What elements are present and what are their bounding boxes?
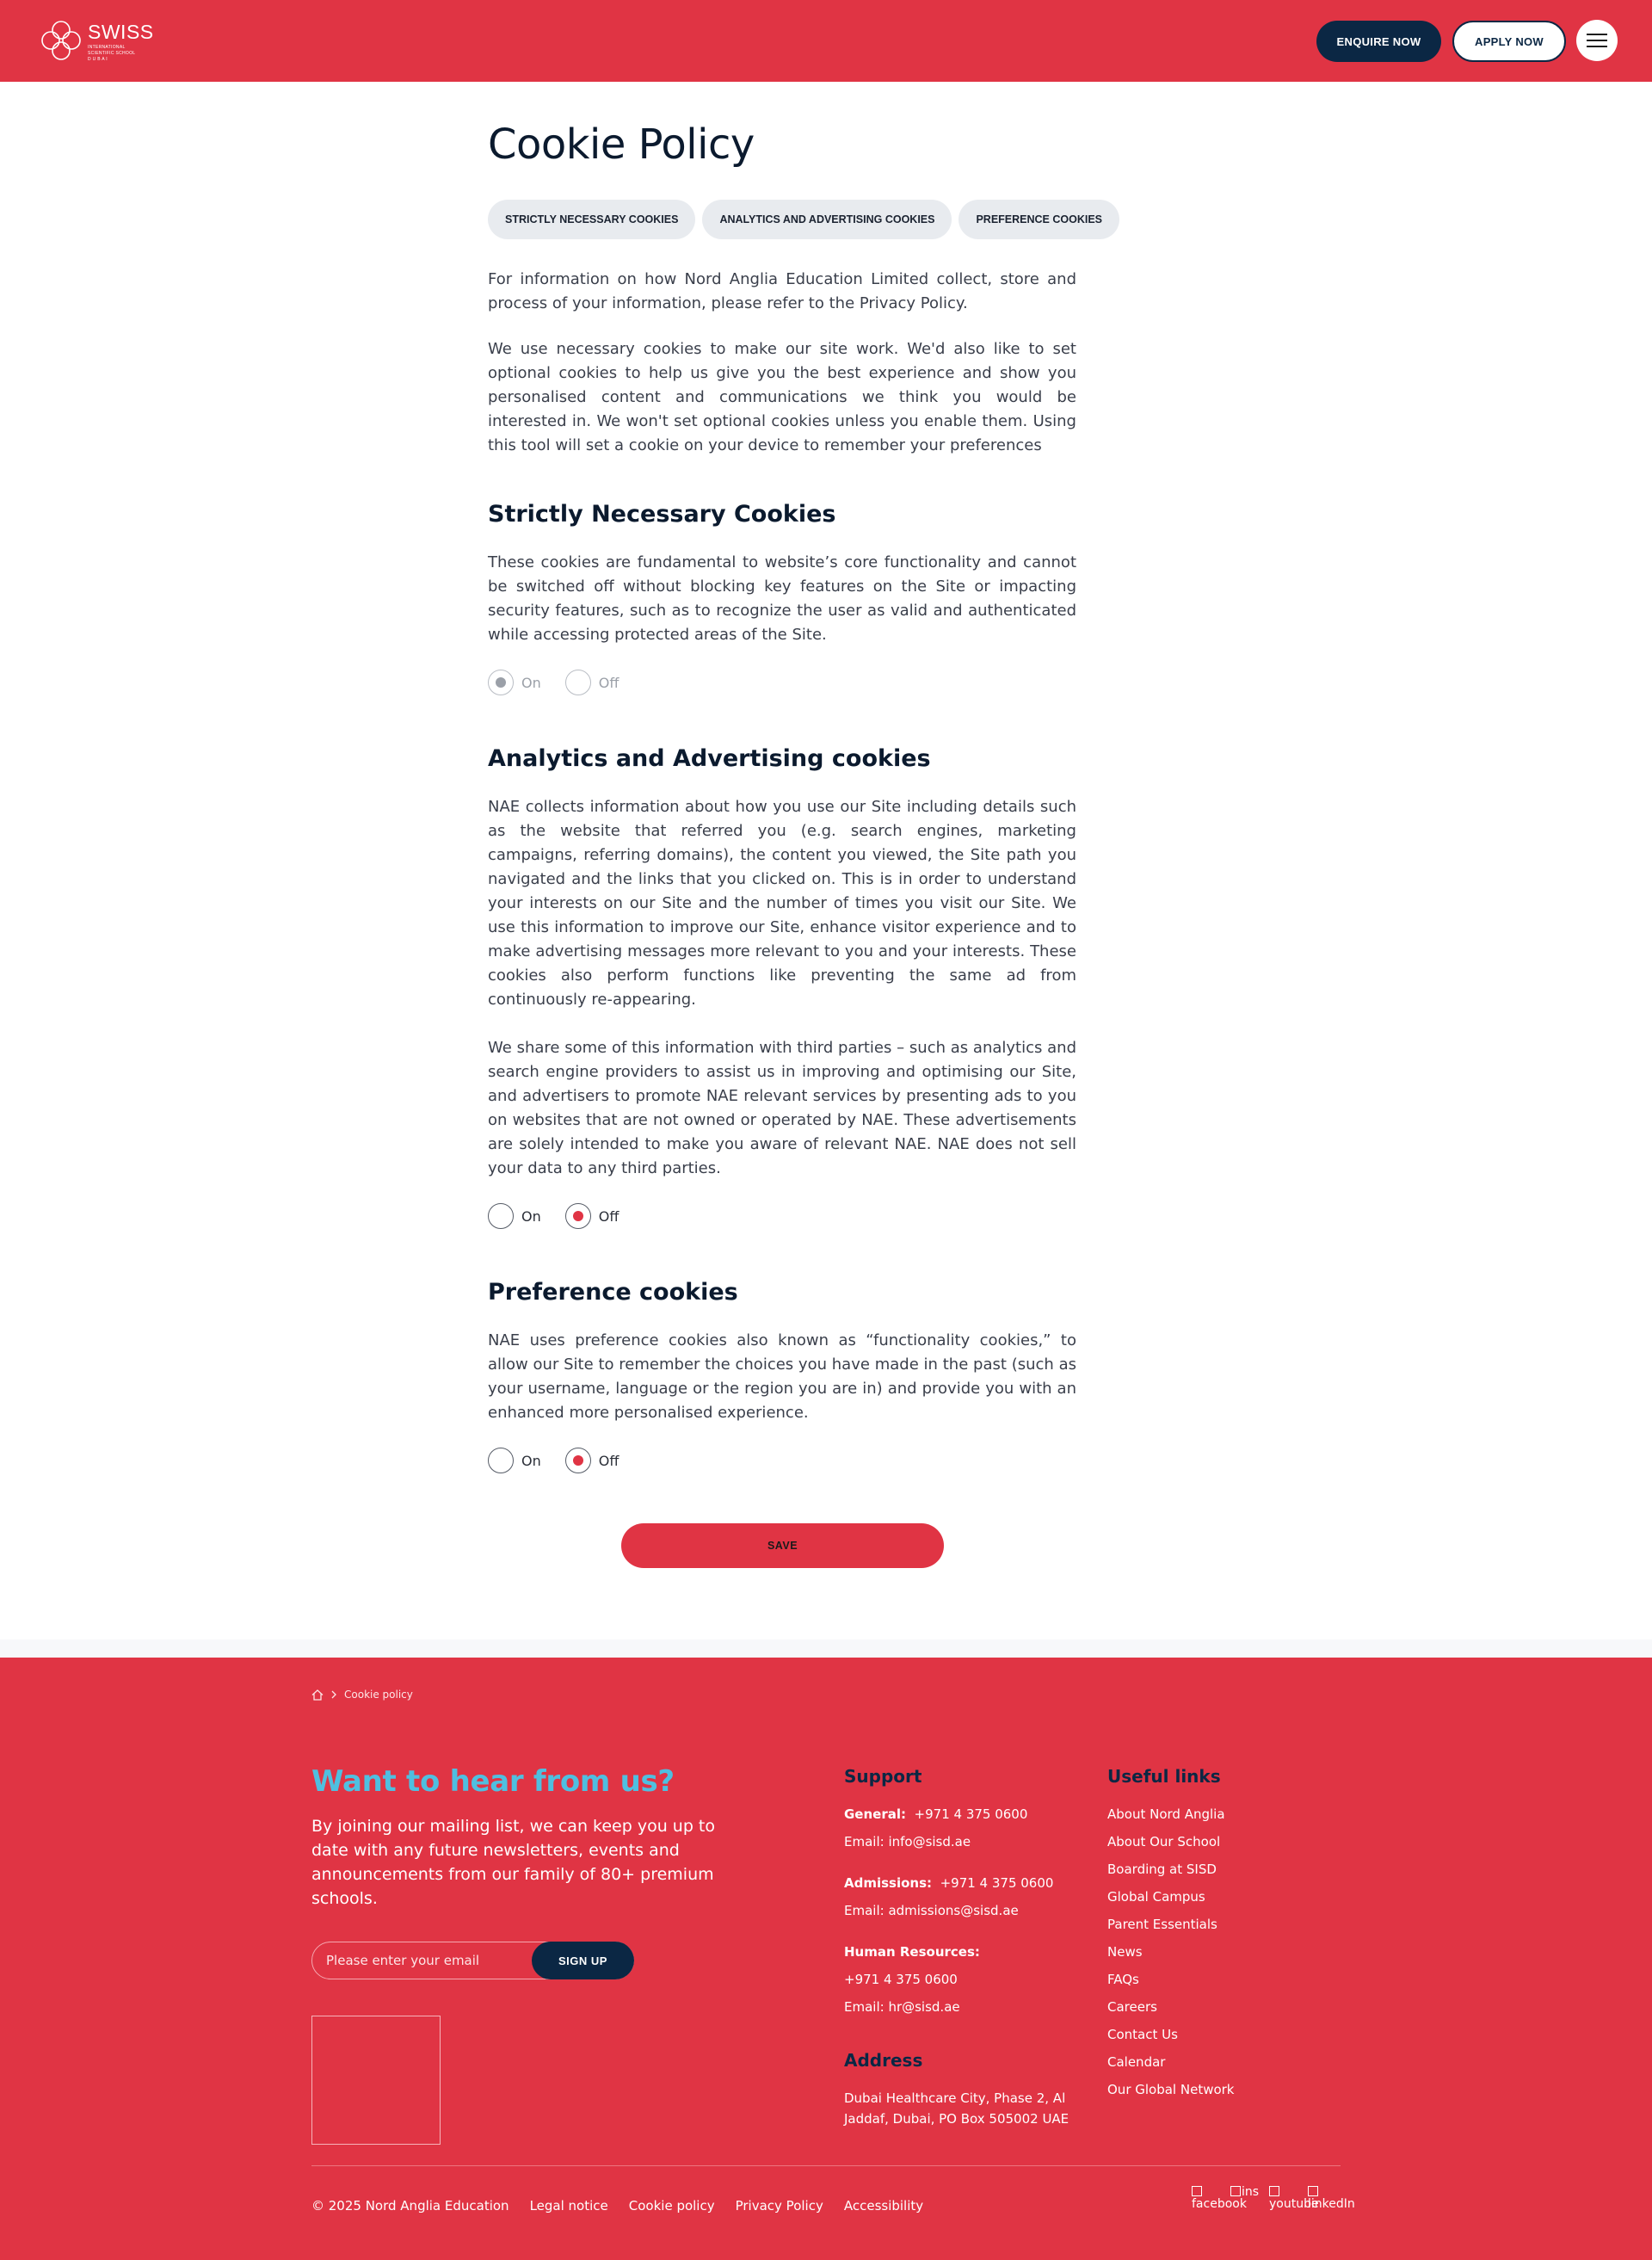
footer-divider [0,1639,1652,1658]
legal-links [311,2198,923,2214]
general-phone[interactable]: +971 4 375 0600 [914,1806,1028,1822]
sign-up-button[interactable]: SIGN UP [532,1942,634,1979]
general-label: General: [844,1806,906,1822]
footer-link-faqs[interactable]: FAQs [1107,1972,1139,1987]
logo-sub-line: INTERNATIONAL [88,45,126,50]
section-paragraph: NAE collects information about how you use our Site including details such as the website that referred you (e.g. search engines, marketing campaigns, referring domains), the content you viewed, the Site path you navigated and the links that you clicked on. This is in order to understand your interests on our Site and the number of times you visit our Site. We use this information to improve our Site, enhance visitor experience and to make advertising messages more relevant to you and your interests. These cookies also perform functions like preventing the same ad from continuously re-appearing. [488,798,1076,1009]
intro-paragraph: We use necessary cookies to make our site work. We'd also like to set optional cookies to help us give you the best experience and show you personalised content and communications we think you would be interested in. We won't set optional cookies unless you enable them. Using this tool will set a cookie on your device to remember your preferences [488,340,1076,454]
privacy-policy-link[interactable]: Privacy Policy [735,2198,823,2214]
footer-link-global-campus[interactable]: Global Campus [1107,1889,1205,1905]
footer-link-calendar[interactable]: Calendar [1107,2054,1166,2070]
newsletter-text: By joining our mailing list, we can keep you up to date with any future newsletters, events and announcements from our family of 80+ premium schools. [311,1817,716,1908]
address-line: Jaddaf, Dubai, PO Box 505002 UAE [844,2111,1069,2127]
accessibility-link[interactable]: Accessibility [843,2198,924,2214]
accreditation-badge [311,2016,441,2145]
social-links [1192,2186,1364,2220]
preference-toggle [488,1448,619,1473]
logo-sub-line: SCIENTIFIC SCHOOL [88,51,136,56]
footer-link-global-network[interactable]: Our Global Network [1107,2082,1235,2097]
cookie-policy-link[interactable]: Cookie policy [628,2198,715,2214]
section-paragraph: We share some of this information with third parties – such as analytics and search engine providers to assist us in improving and optimising our Site, and advertisers to promote NAE relevant services by presenting ads to you on websites that are not owned or operated by NAE. These advertisements are solely intended to make you aware of relevant NAE. NAE does not sell your data to any third parties. [488,1039,1076,1177]
radio-on [488,670,541,695]
breadcrumb-current: Cookie policy [344,1689,413,1701]
support-column [844,1766,1102,2129]
logo-text [88,22,154,63]
newsletter-title: Want to hear from us? [311,1764,675,1799]
radio-label: Off [598,674,620,691]
radio-label: Off [598,1452,620,1469]
hr-phone[interactable]: +971 4 375 0600 [844,1972,958,1987]
youtube-icon[interactable]: youtube [1269,2186,1319,2210]
radio-label: On [521,674,541,691]
home-icon[interactable] [311,1689,324,1701]
logo-sub-line: D U B A I [88,57,108,62]
admissions-email[interactable]: Email: admissions@sisd.ae [844,1903,1019,1918]
radio-button[interactable] [488,1203,514,1229]
save-button[interactable]: SAVE [621,1523,944,1568]
enquire-now-button[interactable]: ENQUIRE NOW [1316,21,1441,62]
address-line: Dubai Healthcare City, Phase 2, Al [844,2090,1066,2106]
newsletter-form [311,1942,634,1979]
copyright-text: © 2025 Nord Anglia Education [311,2198,509,2214]
instagram-icon[interactable]: ins [1230,2186,1259,2198]
radio-button[interactable] [488,1448,514,1473]
footer-link-parent-essentials[interactable]: Parent Essentials [1107,1917,1217,1932]
section-title-preference: Preference cookies [488,1279,738,1306]
radio-label: On [521,1452,541,1469]
admissions-contact [844,1874,1102,1892]
hr-label: Human Resources: [844,1944,980,1960]
tab-preference[interactable]: PREFERENCE COOKIES [959,200,1119,239]
tab-analytics-advertising[interactable]: ANALYTICS AND ADVERTISING COOKIES [702,200,952,239]
footer-link-careers[interactable]: Careers [1107,1999,1157,2015]
general-contact [844,1806,1102,1823]
legal-notice-link[interactable]: Legal notice [529,2198,608,2214]
cookie-category-tabs [488,200,1119,239]
apply-now-button[interactable]: APPLY NOW [1452,21,1566,62]
radio-on[interactable] [488,1448,541,1473]
support-title: Support [844,1766,922,1787]
section-title-analytics-advertising: Analytics and Advertising cookies [488,745,931,772]
hr-email[interactable]: Email: hr@sisd.ae [844,1999,960,2015]
radio-button [488,670,514,695]
useful-links-title: Useful links [1107,1766,1221,1787]
radio-off[interactable] [565,1203,620,1229]
radio-label: On [521,1207,541,1225]
site-footer [0,1658,1652,2260]
section-title-strictly-necessary: Strictly Necessary Cookies [488,501,836,528]
logo-emblem-icon [40,19,83,62]
school-logo[interactable] [40,19,154,64]
radio-button[interactable] [565,1203,591,1229]
radio-button[interactable] [565,1448,591,1473]
admissions-label: Admissions: [844,1875,933,1891]
useful-links-column [1107,1766,1331,2109]
linkedin-icon[interactable]: linkedIn [1308,2186,1355,2210]
strictly-necessary-toggle [488,670,619,695]
logo-main-text: SWISS [88,21,154,43]
general-email[interactable]: Email: info@sisd.ae [844,1834,971,1849]
facebook-icon[interactable]: facebook [1192,2186,1247,2210]
radio-button [565,670,591,695]
intro-paragraph: For information on how Nord Anglia Education Limited collect, store and process of your information, please refer to the Privacy Policy. [488,270,1076,312]
radio-label: Off [598,1207,620,1225]
section-paragraph: These cookies are fundamental to website’s core functionality and cannot be switched off without blocking key features on the Site or impacting security features, such as to recognize the user as valid and authenticated while accessing protected areas of the Site. [488,553,1076,644]
tab-strictly-necessary[interactable]: STRICTLY NECESSARY COOKIES [488,200,695,239]
radio-off [565,670,620,695]
hamburger-menu-icon[interactable] [1576,20,1618,61]
radio-on[interactable] [488,1203,541,1229]
section-paragraph: NAE uses preference cookies also known as “functionality cookies,” to allow our Site to remember the choices you have made in the past (such as your username, language or the region you are in) and provide you with an enhanced more personalised experience. [488,1331,1076,1422]
site-header [0,0,1652,82]
breadcrumb [311,1689,413,1701]
footer-link-news[interactable]: News [1107,1944,1143,1960]
footer-link-contact-us[interactable]: Contact Us [1107,2027,1178,2042]
footer-link-about-nord-anglia[interactable]: About Nord Anglia [1107,1806,1225,1822]
footer-link-about-our-school[interactable]: About Our School [1107,1834,1221,1849]
chevron-right-icon [330,1690,337,1699]
page-title: Cookie Policy [488,120,755,169]
analytics-advertising-toggle [488,1203,619,1229]
admissions-phone[interactable]: +971 4 375 0600 [940,1875,1054,1891]
radio-off[interactable] [565,1448,620,1473]
footer-rule [311,2165,1341,2166]
footer-link-boarding[interactable]: Boarding at SISD [1107,1862,1217,1877]
address-title: Address [844,2050,923,2071]
